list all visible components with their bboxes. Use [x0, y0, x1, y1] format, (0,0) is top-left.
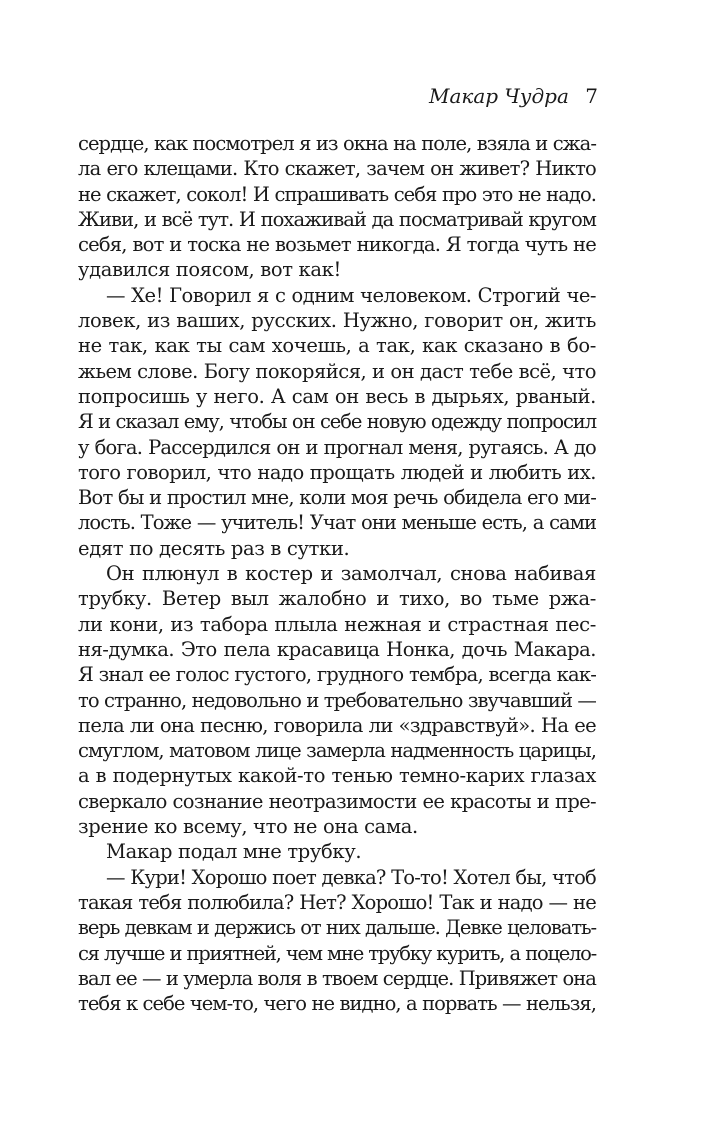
text-line: не так, как ты сам хочешь, а так, как сказано в бо-	[78, 334, 596, 358]
body-text	[78, 131, 596, 1016]
text-line: — Хе! Говорил я с одним человеком. Строгий че-	[106, 283, 596, 307]
text-line: сверкало сознание неотразимости ее красоты и пре-	[78, 789, 596, 813]
text-line: — Кури! Хорошо поет девка? То-то! Хотел бы, чтоб	[106, 865, 596, 889]
page-number: 7	[585, 84, 598, 108]
text-line: ли кони, из табора плыла нежная и страстная пес-	[78, 612, 596, 636]
text-line: а в подернутых какой-то тенью темно-карих глазах	[78, 764, 596, 788]
text-line: тебя к себе чем-то, чего не видно, а порвать — нельзя,	[78, 992, 596, 1016]
text-line: едят по десять раз в сутки.	[78, 536, 350, 560]
text-line: того говорил, что надо прощать людей и любить их.	[78, 460, 596, 484]
text-line: у бога. Рассердился он и прогнал меня, ругаясь. А до	[78, 435, 596, 459]
running-head	[429, 84, 598, 108]
text-line: трубку. Ветер выл жалобно и тихо, во тьме ржа-	[78, 587, 596, 611]
text-line: сердце, как посмотрел я из окна на поле, взяла и сжа-	[78, 132, 596, 155]
text-line: ся лучше и приятней, чем мне трубку курить, а поцело-	[78, 941, 596, 965]
running-title: Макар Чудра	[429, 84, 569, 108]
text-line: жьем слове. Богу покоряйся, и он даст тебе всё, что	[78, 359, 596, 383]
text-line: верь девкам и держись от них дальше. Девке целовать-	[78, 916, 596, 940]
text-line: Вот бы и простил мне, коли моя речь обидела его ми-	[78, 486, 596, 510]
text-line: пела ли она песню, говорила ли «здравствуй». На ее	[78, 713, 596, 737]
text-line: зрение ко всему, что не она сама.	[78, 815, 418, 839]
text-line: лость. Тоже — учитель! Учат они меньше есть, а сами	[78, 511, 596, 535]
text-line: Живи, и всё тут. И похаживай да посматривай кругом	[78, 207, 596, 231]
text-line: удавился поясом, вот как!	[78, 258, 341, 282]
text-line: себя, вот и тоска не возьмет никогда. Я тогда чуть не	[78, 233, 596, 257]
text-line: смуглом, матовом лице замерла надменность царицы,	[78, 739, 596, 763]
text-line: Я знал ее голос густого, грудного тембра, всегда как-	[78, 663, 596, 687]
text-line: ня-думка. Это пела красавица Нонка, дочь Макара.	[78, 637, 596, 661]
text-line: Я и сказал ему, чтобы он себе новую одежду попросил	[78, 410, 596, 434]
text-line: не скажет, сокол! И спрашивать себя про это не надо.	[78, 182, 596, 206]
text-line: Макар подал мне трубку.	[106, 840, 362, 864]
text-line: ловек, из ваших, русских. Нужно, говорит он, жить	[78, 309, 596, 333]
text-line: ла его клещами. Кто скажет, зачем он живет? Никто	[78, 157, 596, 181]
text-line: попросишь у него. А сам он весь в дырьях, рваный.	[78, 384, 596, 408]
text-line: то странно, недовольно и требовательно звучавший —	[78, 688, 596, 712]
text-line: вал ее — и умерла воля в твоем сердце. Привяжет она	[78, 966, 596, 990]
text-line: Он плюнул в костер и замолчал, снова набивая	[106, 562, 596, 586]
text-line: такая тебя полюбила? Нет? Хорошо! Так и надо — не	[78, 890, 596, 914]
